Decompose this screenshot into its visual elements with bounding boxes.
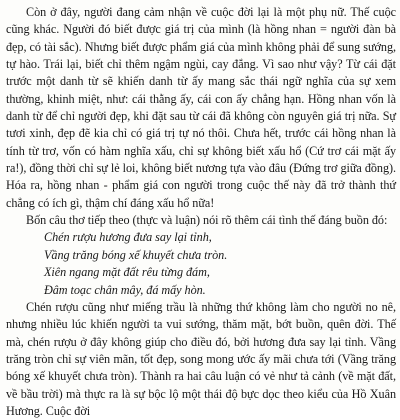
paragraph-intro-verse: Bốn câu thơ tiếp theo (thực và luận) nói rõ thêm cái tình thế đáng buồn đó:: [26, 213, 388, 228]
verse-line: Chén rượu hương đưa say lại tỉnh,: [44, 230, 212, 245]
poem-verse: [6, 229, 396, 298]
verse-line: Vầng trăng bóng xế khuyết chưa tròn.: [44, 247, 228, 262]
verse-line: Xiên ngang mặt đất rêu từng đám,: [44, 265, 210, 280]
verse-line: Đâm toạc chân mây, đá mấy hòn.: [44, 282, 206, 297]
document-body: [6, 4, 396, 420]
paragraph-analysis: Chén rượu cũng như miếng trầu là những thứ không làm cho người no nê, nhưng nhiều lúc khiến người ta vui sướng, thăm mặt, bớt buồn, quên đời. Thế mà, chén rượu ở đây không giúp cho điều đó, bởi hương đưa say lại tỉnh. Vầng trăng tròn chỉ sự viên mãn, tốt đẹp, song mong ước ấy mãi chưa tới (Vầng trăng bóng xế khuyết chưa tròn). Thành ra hai câu luận có vẻ như tả cảnh (về mặt đất, về bầu trời) mà thực ra là sự bộc lộ một thái độ bực dọc theo kiểu của Hồ Xuân Hương. Cuộc đời: [6, 299, 396, 418]
paragraph-first: Còn ở đây, người đang cảm nhận về cuộc đời lại là một phụ nữ. Thế cuộc cũng khác. Người đó biết được giá trị của mình (là hồng nhan = người đàn bà đẹp, có tài sắc). Nhưng biết được phẩm giá của mình không phải để sung sướng, tự hào. Trái lại, biết chỉ thêm ngậm ngùi, cay đắng. Vì sao như vậy? Từ cái đặt trước một danh từ sẽ khiến danh từ ấy mang sắc thái ngữ nghĩa của sự xem thường, khinh miệt, như: cái thằng ấy, cái con ấy chẳng hạn. Hồng nhan vốn là danh từ để chỉ người đẹp, khi đặt sau từ cái đã không còn nguyên giá trị nữa. Sự tươi xinh, đẹp đẽ kia chỉ có giá trị tự nó thôi. Chưa hết, trước cái hồng nhan là tính từ trơ, vốn có hàm nghĩa xấu, chỉ sự không biết xấu hổ (Cứ trơ cái mặt ấy ra!), đồng thời chỉ sự lẻ loi, không biết nương tựa vào đâu (Đứng trơ giữa đồng). Hóa ra, hồng nhan - phẩm giá con người trong cuộc thế này đã trở thành thứ chẳng có ích gì, thậm chí đáng xấu hổ nữa!: [6, 5, 396, 210]
